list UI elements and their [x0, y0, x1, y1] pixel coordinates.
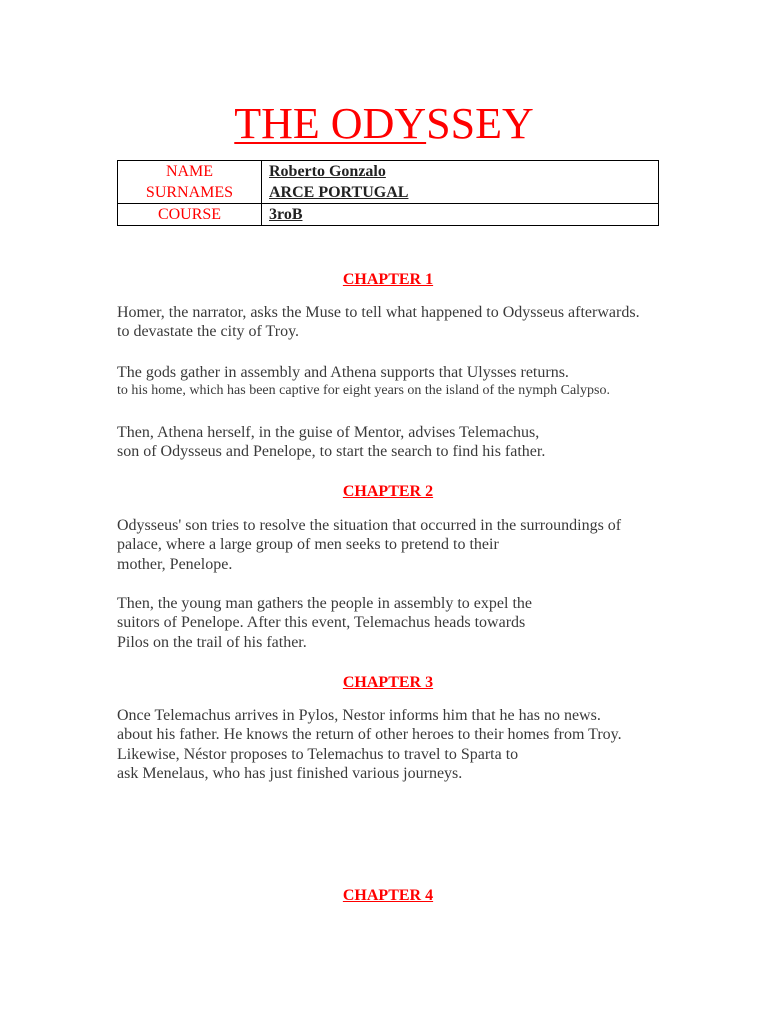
surnames-value: ARCE PORTUGAL — [269, 184, 409, 201]
text-line: Likewise, Néstor proposes to Telemachus to travel to Sparta to — [117, 745, 519, 763]
course-value: 3roB — [269, 206, 303, 223]
text-line: Pilos on the trail of his father. — [117, 633, 307, 651]
course-value-cell — [262, 204, 659, 226]
name-value: Roberto Gonzalo — [269, 163, 386, 180]
surnames-label: SURNAMES — [145, 184, 234, 201]
name-label: NAME — [165, 163, 214, 180]
name-surnames-label-cell — [118, 161, 262, 204]
text-line: Homer, the narrator, asks the Muse to tell what happened to Odysseus afterwards. — [117, 304, 640, 321]
student-info-table — [117, 160, 659, 226]
title-plain-part: SSEY — [426, 99, 534, 148]
course-row — [118, 204, 659, 226]
chapter-1-paragraph-1 — [117, 303, 677, 342]
name-surnames-row — [118, 161, 659, 204]
course-label: COURSE — [118, 204, 262, 226]
text-line: palace, where a large group of men seeks to pretend to their — [117, 536, 499, 554]
text-line: to devastate the city of Troy. — [117, 323, 300, 341]
text-line: The gods gather in assembly and Athena supports that Ulysses returns. — [117, 364, 569, 381]
chapter-1-paragraph-2 — [117, 363, 677, 400]
text-line: son of Odysseus and Penelope, to start the search to find his father. — [117, 443, 546, 461]
text-line: suitors of Penelope. After this event, Telemachus heads towards — [117, 614, 526, 632]
text-line: Once Telemachus arrives in Pylos, Nestor informs him that he has no news. — [117, 707, 601, 724]
title-underlined-part: THE ODY — [234, 99, 427, 148]
chapter-3-heading: CHAPTER 3 — [342, 674, 434, 691]
text-line: ask Menelaus, who has just finished various journeys. — [117, 764, 463, 782]
chapter-2-paragraph-2 — [117, 594, 677, 652]
chapter-3-paragraph-1 — [117, 706, 677, 783]
text-line: Then, Athena herself, in the guise of Mentor, advises Telemachus, — [117, 424, 540, 441]
name-surnames-value-cell — [262, 161, 659, 204]
text-line: Then, the young man gathers the people in assembly to expel the — [117, 595, 532, 612]
chapter-2-heading: CHAPTER 2 — [342, 483, 434, 500]
chapter-1-heading: CHAPTER 1 — [342, 271, 434, 288]
text-line: to his home, which has been captive for eight years on the island of the nymph Calypso. — [117, 383, 611, 399]
chapter-1-paragraph-3 — [117, 423, 677, 462]
document-title — [0, 98, 768, 150]
text-line: Odysseus' son tries to resolve the situation that occurred in the surroundings of — [117, 517, 622, 534]
chapter-2-paragraph-1 — [117, 516, 677, 574]
text-line: about his father. He knows the return of other heroes to their homes from Troy. — [117, 726, 622, 744]
text-line: mother, Penelope. — [117, 555, 233, 573]
chapter-4-heading: CHAPTER 4 — [342, 887, 434, 904]
